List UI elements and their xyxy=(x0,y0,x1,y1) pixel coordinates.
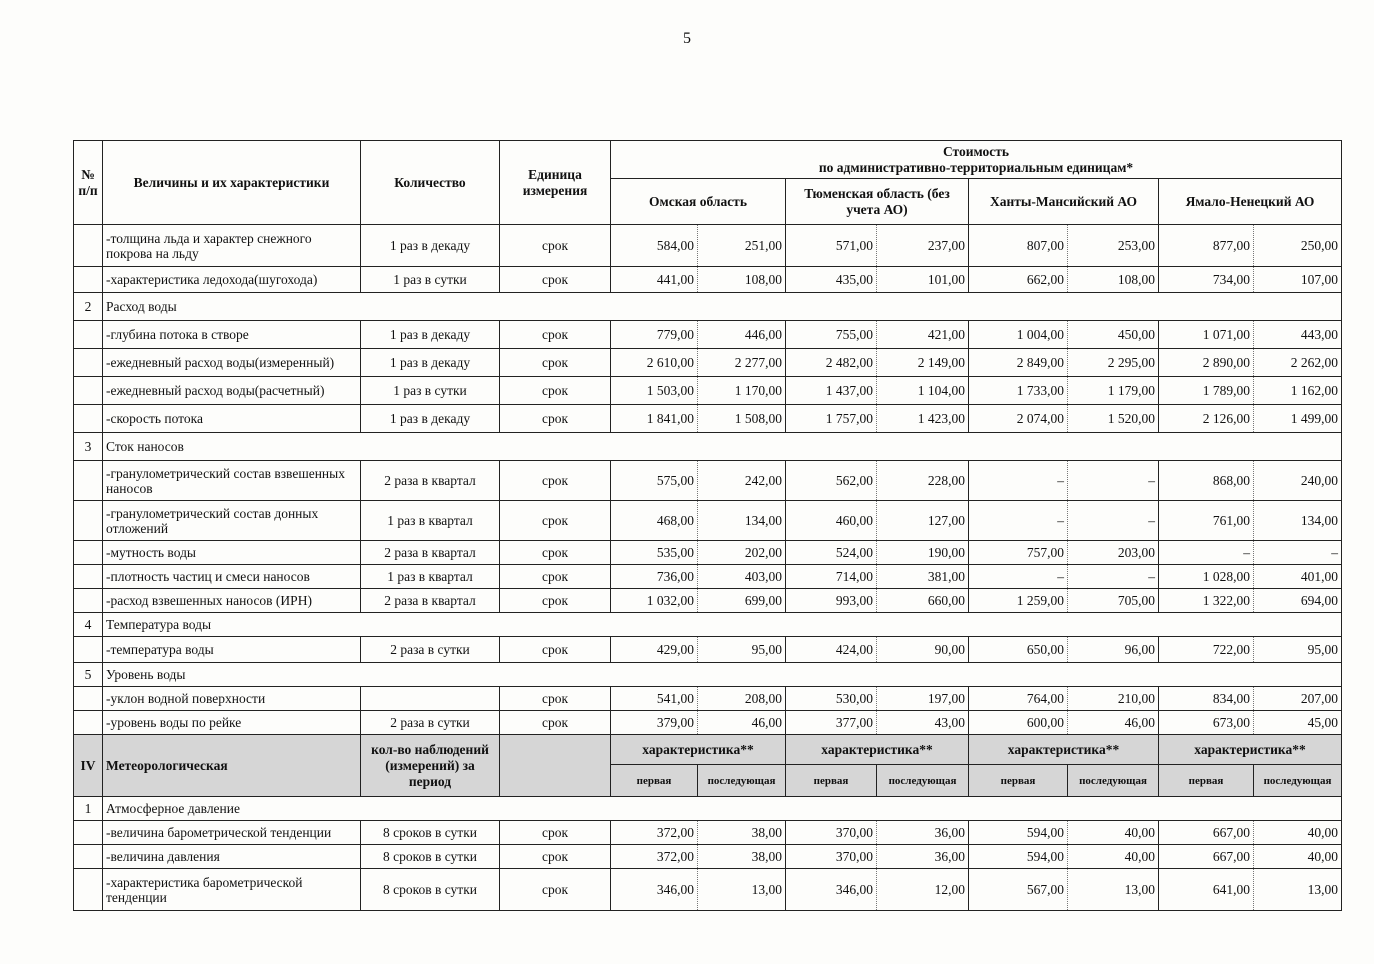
cost-first: 2 849,00 xyxy=(969,349,1068,377)
row-number: 2 xyxy=(74,293,103,321)
cost-first: 1 004,00 xyxy=(969,321,1068,349)
cost-first: 1 259,00 xyxy=(969,589,1068,613)
row-number xyxy=(74,589,103,613)
item-name: -уклон водной поверхности xyxy=(103,687,361,711)
cost-first: 460,00 xyxy=(786,501,877,541)
cost-next: 43,00 xyxy=(877,711,969,735)
cost-next: 1 508,00 xyxy=(698,405,786,433)
table-row xyxy=(74,869,1342,911)
cost-first: 1 757,00 xyxy=(786,405,877,433)
cost-next: 127,00 xyxy=(877,501,969,541)
cost-next: 443,00 xyxy=(1254,321,1342,349)
item-unit: срок xyxy=(500,321,611,349)
cost-first: – xyxy=(969,565,1068,589)
cost-first: 377,00 xyxy=(786,711,877,735)
item-unit: срок xyxy=(500,349,611,377)
table-row xyxy=(74,541,1342,565)
table-row xyxy=(74,461,1342,501)
cost-first: – xyxy=(969,501,1068,541)
row-number xyxy=(74,637,103,663)
meteo-section-number: IV xyxy=(74,735,103,797)
item-quantity: 1 раз в сутки xyxy=(361,267,500,293)
cost-next: 237,00 xyxy=(877,225,969,267)
item-unit: срок xyxy=(500,565,611,589)
row-number: 1 xyxy=(74,797,103,821)
row-number xyxy=(74,225,103,267)
cost-next: 228,00 xyxy=(877,461,969,501)
item-quantity: 2 раза в квартал xyxy=(361,541,500,565)
cost-next: 381,00 xyxy=(877,565,969,589)
cost-first: 2 126,00 xyxy=(1159,405,1254,433)
item-unit: срок xyxy=(500,869,611,911)
cost-first: 757,00 xyxy=(969,541,1068,565)
cost-next: 38,00 xyxy=(698,845,786,869)
cost-first: 834,00 xyxy=(1159,687,1254,711)
table-row xyxy=(74,565,1342,589)
header-no: № п/п xyxy=(74,141,103,225)
cost-next: 38,00 xyxy=(698,821,786,845)
row-number xyxy=(74,821,103,845)
item-quantity xyxy=(361,687,500,711)
item-unit: срок xyxy=(500,377,611,405)
row-number xyxy=(74,405,103,433)
row-number xyxy=(74,321,103,349)
row-number xyxy=(74,565,103,589)
cost-next: 36,00 xyxy=(877,821,969,845)
table-row xyxy=(74,637,1342,663)
cost-first: 600,00 xyxy=(969,711,1068,735)
cost-first: 868,00 xyxy=(1159,461,1254,501)
cost-first: 379,00 xyxy=(611,711,698,735)
table-row xyxy=(74,349,1342,377)
cost-next: 203,00 xyxy=(1068,541,1159,565)
cost-next: 108,00 xyxy=(1068,267,1159,293)
item-quantity: 1 раз в декаду xyxy=(361,321,500,349)
item-name: -плотность частиц и смеси наносов xyxy=(103,565,361,589)
item-unit: срок xyxy=(500,541,611,565)
row-number xyxy=(74,869,103,911)
cost-next: 36,00 xyxy=(877,845,969,869)
cost-first: 1 733,00 xyxy=(969,377,1068,405)
item-name: -ежедневный расход воды(измеренный) xyxy=(103,349,361,377)
row-number xyxy=(74,349,103,377)
cost-next: 699,00 xyxy=(698,589,786,613)
cost-next: 13,00 xyxy=(698,869,786,911)
table-row xyxy=(74,711,1342,735)
cost-next: 403,00 xyxy=(698,565,786,589)
table-row xyxy=(74,821,1342,845)
item-name: -гранулометрический состав взвешенных наносов xyxy=(103,461,361,501)
cost-next: 95,00 xyxy=(1254,637,1342,663)
cost-first: 667,00 xyxy=(1159,821,1254,845)
row-number: 3 xyxy=(74,433,103,461)
header-cost-subtitle: по административно-территориальным единицам* xyxy=(818,159,1134,175)
cost-first: 370,00 xyxy=(786,845,877,869)
cost-first: 807,00 xyxy=(969,225,1068,267)
cost-next: 1 520,00 xyxy=(1068,405,1159,433)
cost-next: 108,00 xyxy=(698,267,786,293)
table-row xyxy=(74,405,1342,433)
cost-next: 1 162,00 xyxy=(1254,377,1342,405)
table-row xyxy=(74,845,1342,869)
header-unit: Единица измерения xyxy=(500,141,611,225)
item-unit: срок xyxy=(500,461,611,501)
cost-next: 2 295,00 xyxy=(1068,349,1159,377)
item-quantity: 2 раза в сутки xyxy=(361,711,500,735)
row-number xyxy=(74,501,103,541)
cost-next: 250,00 xyxy=(1254,225,1342,267)
row-number xyxy=(74,461,103,501)
cost-first: 877,00 xyxy=(1159,225,1254,267)
cost-first: 641,00 xyxy=(1159,869,1254,911)
cost-first: 468,00 xyxy=(611,501,698,541)
cost-first: 435,00 xyxy=(786,267,877,293)
cost-first: 429,00 xyxy=(611,637,698,663)
row-number xyxy=(74,377,103,405)
cost-first: 2 890,00 xyxy=(1159,349,1254,377)
cost-first: 2 610,00 xyxy=(611,349,698,377)
cost-next: 90,00 xyxy=(877,637,969,663)
cost-first: 1 028,00 xyxy=(1159,565,1254,589)
item-name: -толщина льда и характер снежного покрова на льду xyxy=(103,225,361,267)
characteristic-header: характеристика** xyxy=(969,735,1159,765)
cost-first: 372,00 xyxy=(611,821,698,845)
first-label: первая xyxy=(1159,765,1254,797)
cost-first: 346,00 xyxy=(786,869,877,911)
cost-table xyxy=(73,140,1342,911)
cost-first: 524,00 xyxy=(786,541,877,565)
cost-next: – xyxy=(1254,541,1342,565)
row-number: 4 xyxy=(74,613,103,637)
item-quantity: 8 сроков в сутки xyxy=(361,845,500,869)
item-name: -температура воды xyxy=(103,637,361,663)
item-name: -ежедневный расход воды(расчетный) xyxy=(103,377,361,405)
region-header: Ханты-Мансийский АО xyxy=(969,179,1159,225)
region-header: Тюменская область (без учета АО) xyxy=(786,179,969,225)
item-quantity: 8 сроков в сутки xyxy=(361,869,500,911)
cost-next: 96,00 xyxy=(1068,637,1159,663)
cost-first: 2 482,00 xyxy=(786,349,877,377)
item-name: -гранулометрический состав донных отложений xyxy=(103,501,361,541)
cost-next: 1 179,00 xyxy=(1068,377,1159,405)
item-quantity: 1 раз в сутки xyxy=(361,377,500,405)
first-label: первая xyxy=(786,765,877,797)
cost-next: 46,00 xyxy=(1068,711,1159,735)
cost-first: 734,00 xyxy=(1159,267,1254,293)
cost-next: 1 170,00 xyxy=(698,377,786,405)
cost-first: 673,00 xyxy=(1159,711,1254,735)
meteo-rows xyxy=(74,797,1342,911)
hydro-rows xyxy=(74,225,1342,735)
cost-first: 755,00 xyxy=(786,321,877,349)
item-name: -расход взвешенных наносов (ИРН) xyxy=(103,589,361,613)
cost-first: 1 789,00 xyxy=(1159,377,1254,405)
cost-first: 779,00 xyxy=(611,321,698,349)
item-unit: срок xyxy=(500,687,611,711)
region-header: Омская область xyxy=(611,179,786,225)
cost-next: 40,00 xyxy=(1254,845,1342,869)
item-quantity: 1 раз в декаду xyxy=(361,225,500,267)
cost-first: 667,00 xyxy=(1159,845,1254,869)
section-title: Температура воды xyxy=(103,613,1342,637)
section-row xyxy=(74,613,1342,637)
table-row xyxy=(74,267,1342,293)
cost-first: 424,00 xyxy=(786,637,877,663)
section-row xyxy=(74,663,1342,687)
next-label: последующая xyxy=(1254,765,1342,797)
item-name: -уровень воды по рейке xyxy=(103,711,361,735)
next-label: последующая xyxy=(877,765,969,797)
cost-next: 107,00 xyxy=(1254,267,1342,293)
row-number xyxy=(74,687,103,711)
item-unit: срок xyxy=(500,821,611,845)
characteristic-header: характеристика** xyxy=(611,735,786,765)
next-label: последующая xyxy=(698,765,786,797)
cost-first: 761,00 xyxy=(1159,501,1254,541)
cost-next: 210,00 xyxy=(1068,687,1159,711)
cost-next: 13,00 xyxy=(1068,869,1159,911)
cost-next: 207,00 xyxy=(1254,687,1342,711)
item-unit: срок xyxy=(500,711,611,735)
item-unit: срок xyxy=(500,637,611,663)
section-title: Сток наносов xyxy=(103,433,1342,461)
table-row xyxy=(74,589,1342,613)
cost-first: 535,00 xyxy=(611,541,698,565)
cost-first: 1 032,00 xyxy=(611,589,698,613)
cost-next: 694,00 xyxy=(1254,589,1342,613)
meteo-qty-label: кол-во наблюдений (измерений) за период xyxy=(361,735,500,797)
cost-first: 1 503,00 xyxy=(611,377,698,405)
item-name: -величина барометрической тенденции xyxy=(103,821,361,845)
cost-first: 441,00 xyxy=(611,267,698,293)
first-label: первая xyxy=(611,765,698,797)
cost-next: 40,00 xyxy=(1068,821,1159,845)
cost-first: – xyxy=(969,461,1068,501)
row-number xyxy=(74,267,103,293)
cost-first: 575,00 xyxy=(611,461,698,501)
cost-first: 562,00 xyxy=(786,461,877,501)
item-quantity: 1 раз в квартал xyxy=(361,501,500,541)
cost-first: 567,00 xyxy=(969,869,1068,911)
header-cost-title: Стоимость xyxy=(942,143,1010,159)
section-title: Атмосферное давление xyxy=(103,797,1342,821)
cost-next: 1 499,00 xyxy=(1254,405,1342,433)
cost-next: 202,00 xyxy=(698,541,786,565)
cost-next: – xyxy=(1068,565,1159,589)
item-unit: срок xyxy=(500,267,611,293)
cost-first: 594,00 xyxy=(969,821,1068,845)
table-row xyxy=(74,225,1342,267)
cost-first: 370,00 xyxy=(786,821,877,845)
row-number: 5 xyxy=(74,663,103,687)
cost-next: 40,00 xyxy=(1254,821,1342,845)
cost-next: 45,00 xyxy=(1254,711,1342,735)
cost-first: 594,00 xyxy=(969,845,1068,869)
cost-first: – xyxy=(1159,541,1254,565)
cost-next: 101,00 xyxy=(877,267,969,293)
row-number xyxy=(74,711,103,735)
region-header: Ямало-Ненецкий АО xyxy=(1159,179,1342,225)
header-qty: Количество xyxy=(361,141,500,225)
cost-first: 571,00 xyxy=(786,225,877,267)
cost-next: 40,00 xyxy=(1068,845,1159,869)
table-row xyxy=(74,321,1342,349)
cost-first: 530,00 xyxy=(786,687,877,711)
row-number xyxy=(74,541,103,565)
section-row xyxy=(74,433,1342,461)
meteo-header xyxy=(74,735,1342,797)
cost-first: 714,00 xyxy=(786,565,877,589)
cost-first: 346,00 xyxy=(611,869,698,911)
cost-first: 662,00 xyxy=(969,267,1068,293)
characteristic-header: характеристика** xyxy=(786,735,969,765)
cost-next: 2 277,00 xyxy=(698,349,786,377)
cost-first: 722,00 xyxy=(1159,637,1254,663)
item-name: -скорость потока xyxy=(103,405,361,433)
cost-first: 1 437,00 xyxy=(786,377,877,405)
item-quantity: 2 раза в квартал xyxy=(361,589,500,613)
cost-next: 401,00 xyxy=(1254,565,1342,589)
meteo-unit-blank xyxy=(500,735,611,797)
header-cost xyxy=(611,141,1342,179)
cost-first: 541,00 xyxy=(611,687,698,711)
item-name: -величина давления xyxy=(103,845,361,869)
cost-next: 2 149,00 xyxy=(877,349,969,377)
cost-next: 660,00 xyxy=(877,589,969,613)
item-quantity: 2 раза в сутки xyxy=(361,637,500,663)
cost-next: 253,00 xyxy=(1068,225,1159,267)
cost-next: 240,00 xyxy=(1254,461,1342,501)
first-label: первая xyxy=(969,765,1068,797)
cost-first: 1 322,00 xyxy=(1159,589,1254,613)
row-number xyxy=(74,845,103,869)
table-row xyxy=(74,377,1342,405)
meteo-section-name: Метеорологическая xyxy=(103,735,361,797)
item-unit: срок xyxy=(500,405,611,433)
header-name: Величины и их характеристики xyxy=(103,141,361,225)
cost-next: – xyxy=(1068,461,1159,501)
cost-first: 1 841,00 xyxy=(611,405,698,433)
cost-next: 13,00 xyxy=(1254,869,1342,911)
item-unit: срок xyxy=(500,225,611,267)
cost-first: 764,00 xyxy=(969,687,1068,711)
cost-next: 46,00 xyxy=(698,711,786,735)
cost-next: 705,00 xyxy=(1068,589,1159,613)
cost-next: 1 104,00 xyxy=(877,377,969,405)
cost-next: 421,00 xyxy=(877,321,969,349)
cost-next: 190,00 xyxy=(877,541,969,565)
cost-next: 134,00 xyxy=(1254,501,1342,541)
section-title: Расход воды xyxy=(103,293,1342,321)
cost-next: 242,00 xyxy=(698,461,786,501)
item-quantity: 1 раз в квартал xyxy=(361,565,500,589)
cost-next: 208,00 xyxy=(698,687,786,711)
cost-first: 993,00 xyxy=(786,589,877,613)
page-number: 5 xyxy=(683,30,691,47)
cost-next: 1 423,00 xyxy=(877,405,969,433)
cost-next: 251,00 xyxy=(698,225,786,267)
cost-next: 95,00 xyxy=(698,637,786,663)
cost-next: – xyxy=(1068,501,1159,541)
cost-next: 197,00 xyxy=(877,687,969,711)
cost-first: 584,00 xyxy=(611,225,698,267)
item-quantity: 1 раз в декаду xyxy=(361,405,500,433)
item-name: -характеристика ледохода(шугохода) xyxy=(103,267,361,293)
next-label: последующая xyxy=(1068,765,1159,797)
item-name: -глубина потока в створе xyxy=(103,321,361,349)
cost-next: 446,00 xyxy=(698,321,786,349)
cost-next: 2 262,00 xyxy=(1254,349,1342,377)
cost-first: 372,00 xyxy=(611,845,698,869)
characteristic-header: характеристика** xyxy=(1159,735,1342,765)
item-name: -характеристика барометрической тенденции xyxy=(103,869,361,911)
cost-next: 450,00 xyxy=(1068,321,1159,349)
section-row xyxy=(74,797,1342,821)
item-quantity: 8 сроков в сутки xyxy=(361,821,500,845)
cost-next: 12,00 xyxy=(877,869,969,911)
cost-first: 2 074,00 xyxy=(969,405,1068,433)
cost-first: 736,00 xyxy=(611,565,698,589)
item-unit: срок xyxy=(500,501,611,541)
item-quantity: 1 раз в декаду xyxy=(361,349,500,377)
cost-first: 1 071,00 xyxy=(1159,321,1254,349)
table-row xyxy=(74,501,1342,541)
table-row xyxy=(74,687,1342,711)
item-quantity: 2 раза в квартал xyxy=(361,461,500,501)
cost-next: 134,00 xyxy=(698,501,786,541)
section-row xyxy=(74,293,1342,321)
item-unit: срок xyxy=(500,845,611,869)
cost-first: 650,00 xyxy=(969,637,1068,663)
section-title: Уровень воды xyxy=(103,663,1342,687)
item-name: -мутность воды xyxy=(103,541,361,565)
item-unit: срок xyxy=(500,589,611,613)
